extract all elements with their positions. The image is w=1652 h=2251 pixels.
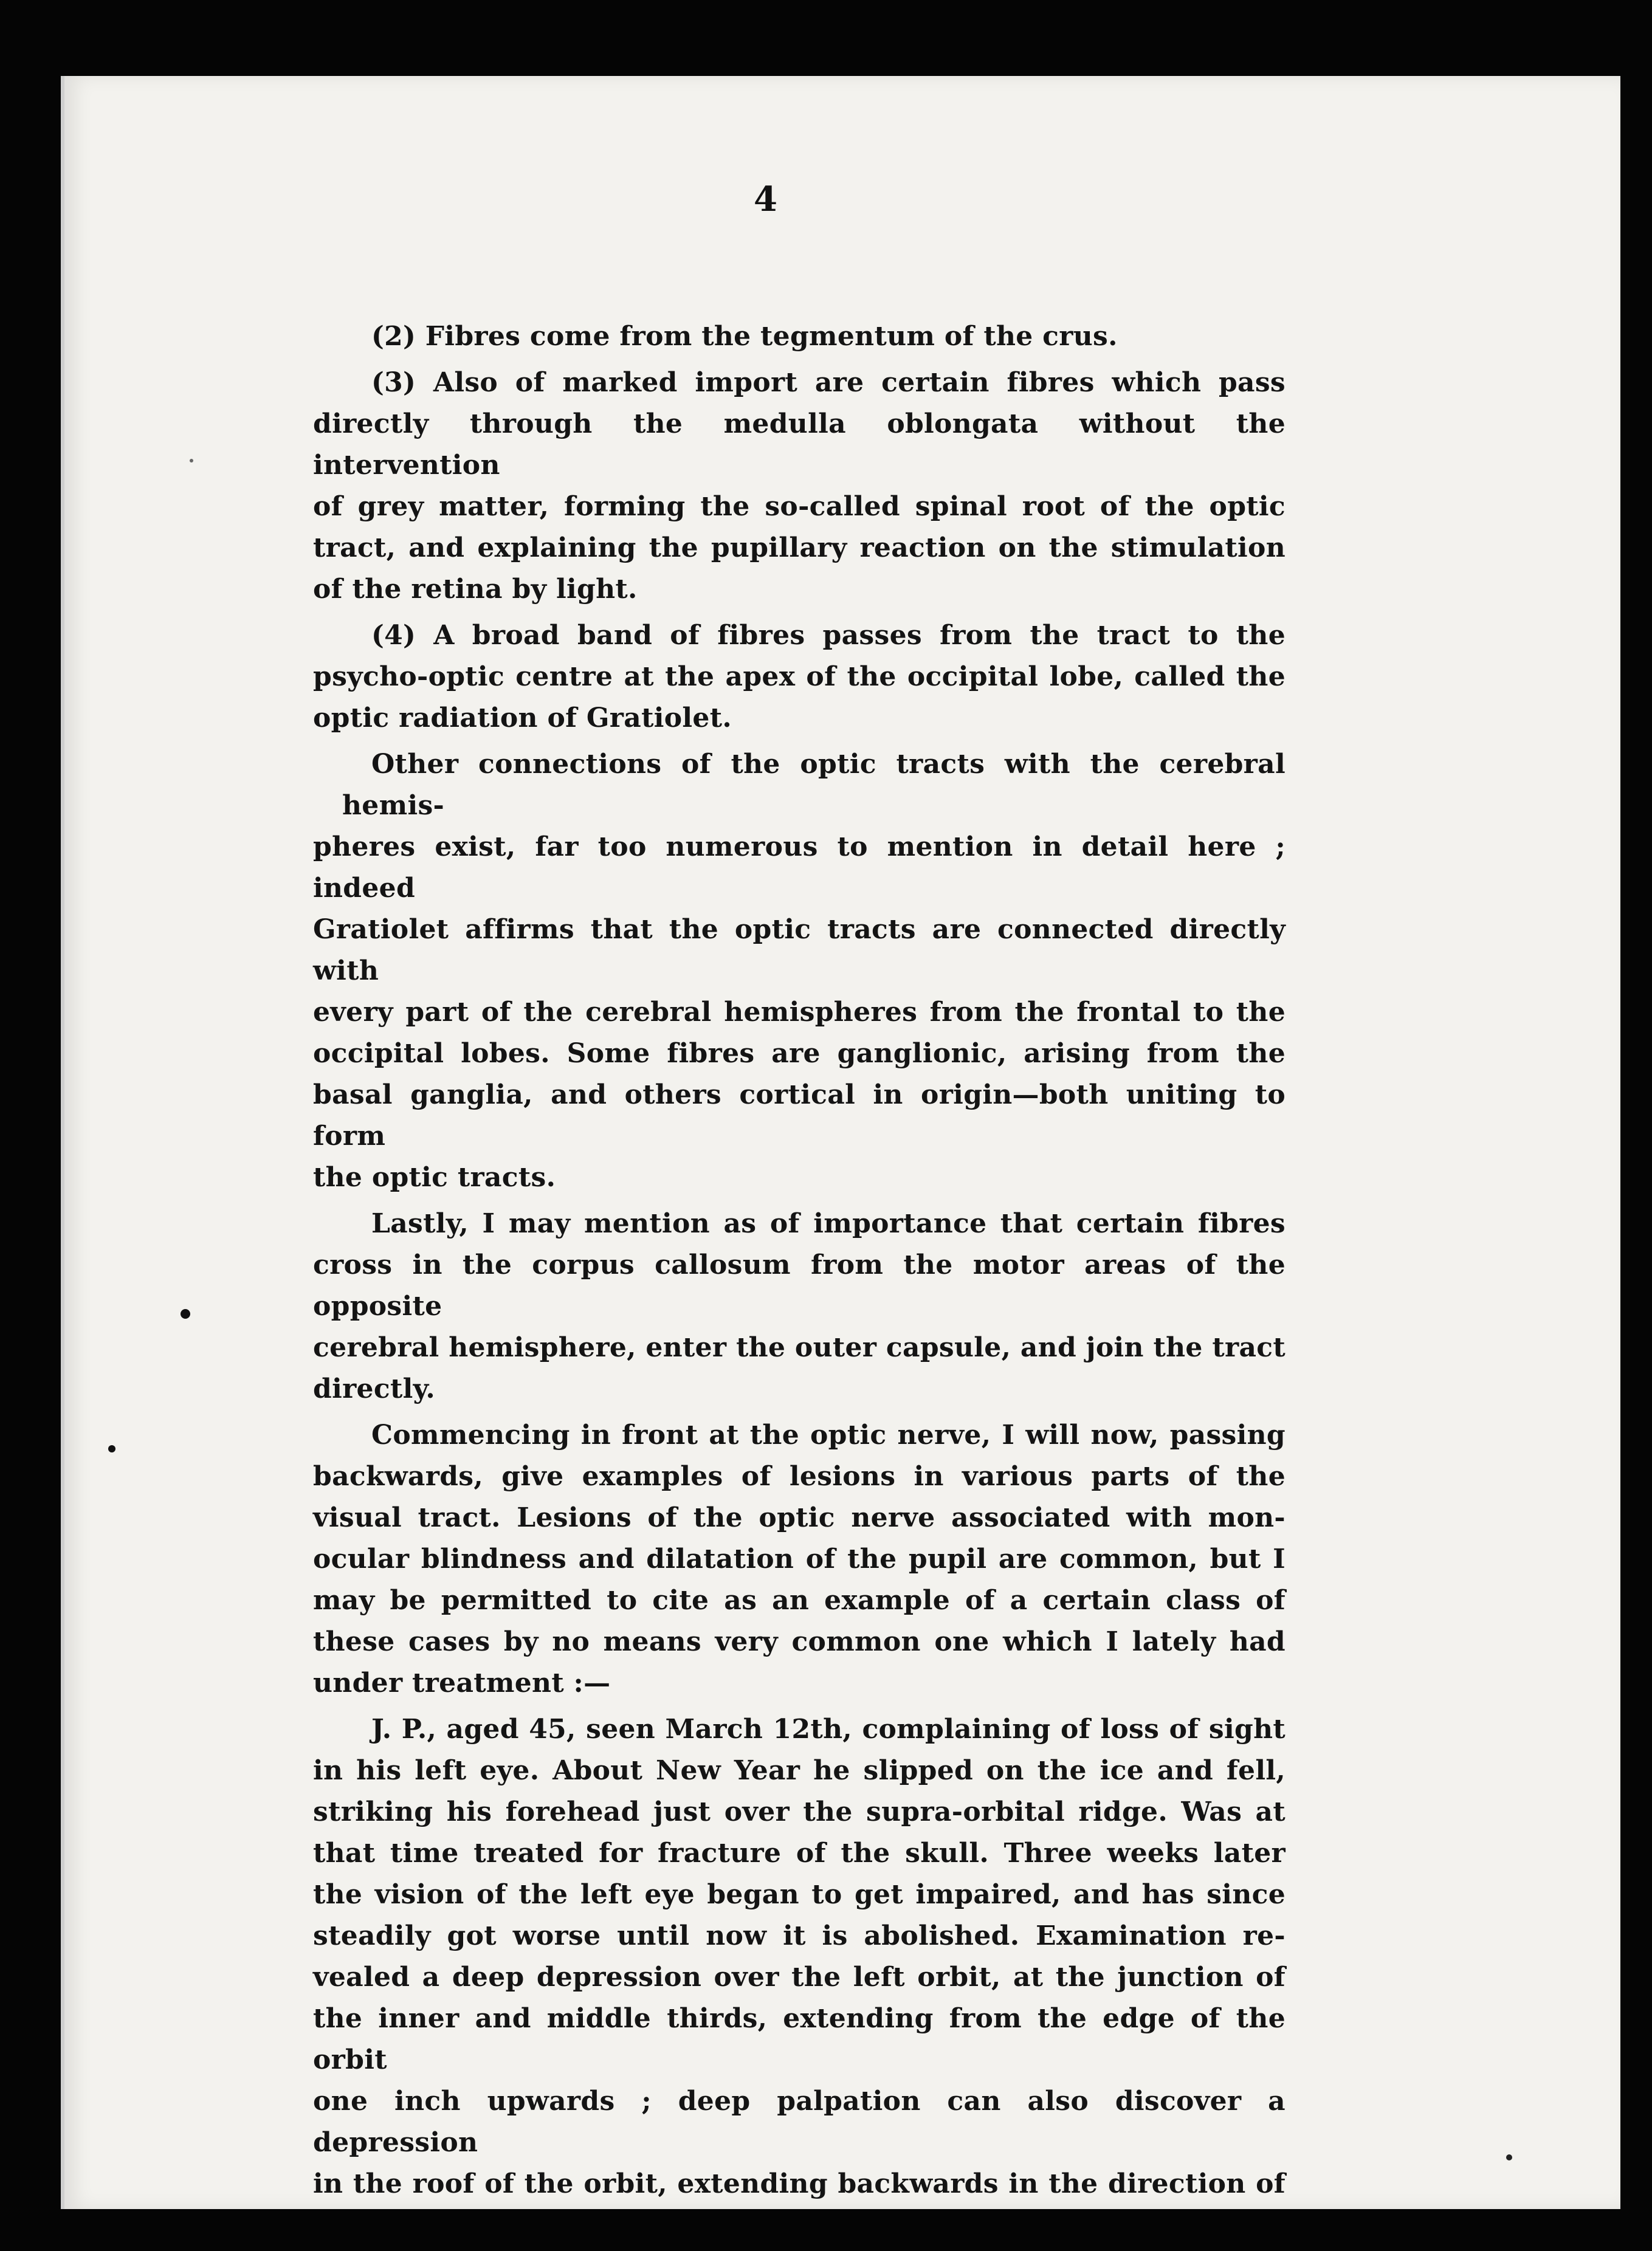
margin-mark: [181, 1309, 190, 1319]
text-line: Gratiolet affirms that the optic tracts are connected directly with: [313, 914, 1285, 986]
text-line: cross in the corpus callosum from the motor areas of the opposite: [313, 1249, 1285, 1322]
page-number: 4: [754, 179, 777, 219]
paragraph: [313, 362, 1285, 610]
text-line: backwards, give examples of lesions in various parts of the: [313, 1461, 1285, 1492]
paragraph: [313, 744, 1285, 1198]
paragraph: [313, 615, 1285, 739]
text-line: the optic tracts.: [313, 1162, 556, 1193]
text-line: of the retina by light.: [313, 574, 638, 605]
margin-mark: [108, 1445, 115, 1452]
text-line: steadily got worse until now it is abolished. Examination re-: [313, 1920, 1285, 1951]
text-line: the inner and middle thirds, extending from the edge of the orbit: [313, 2003, 1285, 2075]
text-line: tract, and explaining the pupillary reaction on the stimulation: [313, 532, 1285, 563]
paragraph: [313, 1203, 1285, 1410]
text-line: psycho-optic centre at the apex of the occipital lobe, called the: [313, 661, 1285, 692]
text-line: that time treated for fracture of the skull. Three weeks later: [313, 1838, 1285, 1869]
text-line: in his left eye. About New Year he slipped on the ice and fell,: [313, 1755, 1285, 1786]
paragraph: [313, 1415, 1285, 1704]
text-line: may be permitted to cite as an example of a certain class of: [313, 1585, 1285, 1616]
text-line: every part of the cerebral hemispheres from the frontal to the: [313, 997, 1285, 1028]
text-line: directly through the medulla oblongata without the intervention: [313, 408, 1285, 481]
text-line: (2) Fibres come from the tegmentum of the crus.: [371, 321, 1118, 352]
text-line: optic radiation of Gratiolet.: [313, 703, 732, 734]
text-line: J. P., aged 45, seen March 12th, complaining of loss of sight: [371, 1714, 1285, 1745]
text-line: pheres exist, far too numerous to mention in detail here ; indeed: [313, 831, 1285, 904]
text-line: one inch upwards ; deep palpation can also discover a depression: [313, 2086, 1285, 2158]
text-line: of grey matter, forming the so-called spinal root of the optic: [313, 491, 1285, 522]
text-line: basal ganglia, and others cortical in origin—both uniting to form: [313, 1079, 1285, 1152]
text-line: directly.: [313, 1373, 436, 1404]
text-line: Other connections of the optic tracts with the cerebral hemis-: [342, 749, 1285, 821]
text-line: cerebral hemisphere, enter the outer capsule, and join the tract: [313, 1332, 1285, 1363]
text-line: these cases by no means very common one which I lately had: [313, 1626, 1285, 1657]
text-line: Lastly, I may mention as of importance that certain fibres: [371, 1208, 1285, 1239]
paragraph: [313, 316, 1285, 357]
text-line: the vision of the left eye began to get impaired, and has since: [313, 1879, 1285, 1910]
body-text: [313, 316, 1285, 2210]
text-line: visual tract. Lesions of the optic nerve associated with mon-: [313, 1502, 1285, 1533]
text-line: Commencing in front at the optic nerve, I will now, passing: [371, 1420, 1285, 1451]
text-line: ocular blindness and dilatation of the pupil are common, but I: [313, 1544, 1285, 1575]
text-line: occipital lobes. Some fibres are ganglionic, arising from the: [313, 1038, 1285, 1069]
text-line: in the roof of the orbit, extending backwards in the direction of: [313, 2168, 1285, 2199]
text-line: vealed a deep depression over the left orbit, at the junction of: [313, 1962, 1285, 1993]
text-line: striking his forehead just over the supra-orbital ridge. Was at: [313, 1796, 1285, 1827]
paragraph: [313, 1709, 1285, 2205]
text-line: under treatment :—: [313, 1668, 611, 1699]
scan-speck: [1506, 2154, 1512, 2160]
scan-speck: [190, 459, 193, 462]
text-line: (4) A broad band of fibres passes from the tract to the: [371, 620, 1285, 651]
text-line: (3) Also of marked import are certain fibres which pass: [371, 367, 1285, 398]
